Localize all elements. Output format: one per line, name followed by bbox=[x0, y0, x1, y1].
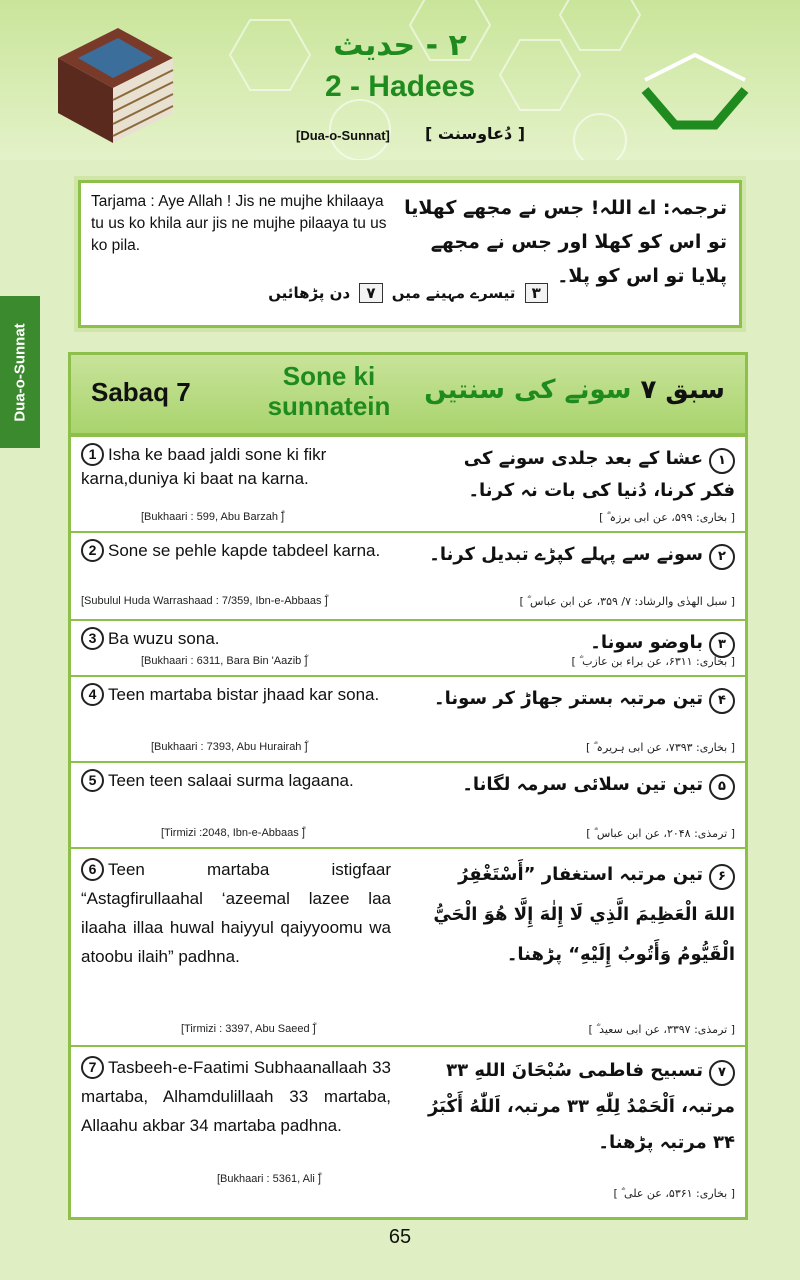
item-text: Sone se pehle kapde tabdeel karna. bbox=[108, 541, 381, 560]
hadees-title: 2 - Hadees bbox=[324, 70, 476, 103]
item-number-urdu: ۷ bbox=[709, 1060, 735, 1086]
item-number-urdu: ۴ bbox=[709, 688, 735, 714]
item-number: 1 bbox=[81, 443, 104, 466]
item-text-urdu: تسبیح فاطمی سُبْحَانَ اللهِ ۳۳ مرتبہ، اَلْحَمْدُ لِلّٰهِ ۳۳ مرتبہ، اَللّٰهُ أَكْبَرُ ۳۴ مرتبہ پڑھنا۔ bbox=[427, 1060, 735, 1153]
page-number: 65 bbox=[388, 1226, 412, 1248]
item-text: Ba wuzu sona. bbox=[108, 629, 220, 648]
section-tag: [Dua-o-Sunnat] bbox=[296, 128, 390, 143]
side-tab[interactable] bbox=[0, 296, 40, 448]
sabaq-title: Sone ki sunnatein bbox=[267, 361, 391, 421]
item-number-urdu: ۶ bbox=[709, 864, 735, 890]
item-text-urdu: سونے سے پہلے کپڑے تبدیل کرنا۔ bbox=[429, 544, 703, 565]
list-item bbox=[71, 621, 745, 677]
item-reference: [Bukhaari : 7393, Abu Hurairah ؓ] bbox=[151, 741, 308, 753]
list-item bbox=[71, 533, 745, 621]
sabaq-urdu bbox=[406, 375, 725, 405]
item-reference: [Bukhaari : 6311, Bara Bin 'Aazib ؓ] bbox=[141, 655, 308, 667]
item-number-urdu: ۳ bbox=[709, 632, 735, 658]
item-number: 4 bbox=[81, 683, 104, 706]
list-item bbox=[71, 677, 745, 763]
day-number: ۷ bbox=[359, 283, 382, 303]
item-reference-urdu: [ بخاری: ۶۳۱۱، عن براء بن عازب ؓ ] bbox=[571, 655, 735, 668]
item-text: Teen martaba bistar jhaad kar sona. bbox=[108, 685, 380, 704]
item-text-urdu: تین مرتبہ استغفار ”أَسْتَغْفِرُ اللهَ الْعَظِيمَ الَّذِي لَا إِلٰهَ إِلَّا هُوَ الْحَيُّ الْقَيُّومُ وَأَتُوبُ إِلَيْهِ“ پڑھنا۔ bbox=[433, 864, 735, 965]
item-reference: [Tirmizi : 3397, Abu Saeed ؓ] bbox=[181, 1023, 316, 1035]
item-number: 5 bbox=[81, 769, 104, 792]
item-reference-urdu: [ بخاری: ۵۹۹، عن ابی برزہ ؓ ] bbox=[599, 511, 735, 524]
item-reference-urdu: [ ترمذی: ۲۰۴۸، عن ابن عباس ؓ ] bbox=[586, 827, 735, 840]
tarjama-card bbox=[78, 180, 742, 328]
item-reference-urdu: [ سبل الھدٰی والرشاد: ۷/ ۳۵۹، عن ابن عباس ؓ ] bbox=[519, 595, 735, 608]
item-reference-urdu: [ بخاری: ۵۳۶۱، عن علی ؓ ] bbox=[613, 1187, 735, 1200]
item-number-urdu: ۵ bbox=[709, 774, 735, 800]
item-text-urdu: تین مرتبہ بستر جھاڑ کر سونا۔ bbox=[434, 688, 703, 709]
list-item bbox=[71, 849, 745, 1047]
tarjama-urdu: ترجمہ: اے اللہ! جس نے مجھے کھلایا تو اس کو کھلا اور جس نے مجھے پلایا تو اس کو پلا۔ bbox=[404, 197, 727, 287]
item-number: 6 bbox=[81, 858, 104, 881]
month-label: تیسرے مہینے میں bbox=[391, 284, 516, 302]
side-tab-label: Dua-o-Sunnat bbox=[11, 322, 29, 422]
sunnat-list bbox=[68, 434, 748, 1220]
item-text: Isha ke baad jaldi sone ki fikr karna,duniya ki baat na karna. bbox=[81, 445, 327, 488]
month-number: ۳ bbox=[525, 283, 548, 303]
item-text: Teen teen salaai surma lagaana. bbox=[108, 771, 354, 790]
item-number-urdu: ۲ bbox=[709, 544, 735, 570]
list-item bbox=[71, 437, 745, 533]
sabaq-header bbox=[68, 352, 748, 436]
item-reference-urdu: [ بخاری: ۷۳۹۳، عن ابی ہریرہ ؓ ] bbox=[586, 741, 735, 754]
item-text-urdu: عشا کے بعد جلدی سونے کی فکر کرنا، دُنیا کی بات نہ کرنا۔ bbox=[463, 448, 735, 501]
section-tag-urdu: [ دُعاوسنت ] bbox=[425, 124, 526, 143]
item-text: Teen martaba istigfaar “Astagfirullaahal ‘azeemal lazee laa ilaaha illaa huwal haiyyul qaiyyoomu wa atoobu ilaih” padhna. bbox=[81, 860, 391, 966]
tarjama-english: Tarjama : Aye Allah ! Jis ne mujhe khilaaya tu us ko khila aur jis ne mujhe pilaaya tu us ko pila. bbox=[91, 193, 387, 254]
sabaq-label-urdu: سبق ۷ bbox=[640, 375, 725, 405]
item-text: Tasbeeh-e-Faatimi Subhaanallaah 33 martaba, Alhamdulillaah 33 martaba, Allaahu akbar 34 martaba padhna. bbox=[81, 1058, 391, 1135]
arch-icon bbox=[640, 50, 750, 130]
item-number-urdu: ۱ bbox=[709, 448, 735, 474]
item-number: 3 bbox=[81, 627, 104, 650]
hadees-title-urdu: ۲ - حدیث bbox=[333, 28, 467, 63]
item-reference: [Tirmizi :2048, Ibn-e-Abbaas ؓ] bbox=[161, 827, 305, 839]
books-icon bbox=[48, 18, 178, 148]
item-reference-urdu: [ ترمذی: ۳۳۹۷، عن ابی سعید ؓ ] bbox=[588, 1023, 735, 1036]
list-item bbox=[71, 763, 745, 849]
sabaq-label: Sabaq 7 bbox=[91, 377, 191, 407]
item-text-urdu: باوضو سونا۔ bbox=[590, 632, 703, 653]
item-reference: [Bukhaari : 599, Abu Barzah ؓ] bbox=[141, 511, 285, 523]
item-reference: [Subulul Huda Warrashaad : 7/359, Ibn-e-Abbaas ؓ] bbox=[81, 595, 328, 607]
item-number: 7 bbox=[81, 1056, 104, 1079]
item-number: 2 bbox=[81, 539, 104, 562]
list-item bbox=[71, 1047, 745, 1211]
item-text-urdu: تین تین سلائی سرمہ لگانا۔ bbox=[462, 774, 703, 795]
sabaq-title-urdu: سونے کی سنتیں bbox=[424, 375, 632, 405]
reading-schedule bbox=[81, 283, 739, 303]
item-reference: [Bukhaari : 5361, Ali ؓ] bbox=[217, 1173, 321, 1185]
day-label: دن پڑھائیں bbox=[268, 284, 351, 302]
page-header bbox=[0, 0, 800, 160]
